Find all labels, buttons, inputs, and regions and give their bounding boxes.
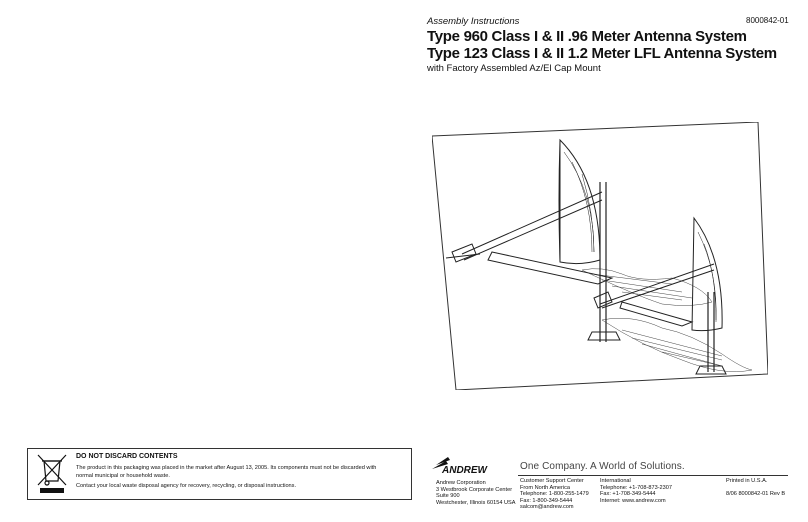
printed-location: Printed in U.S.A. [726, 478, 768, 484]
address-line: 3 Westbrook Corporate Center [436, 486, 513, 493]
andrew-logo [428, 455, 502, 475]
intl-line: Telephone: +1-708-873-2307 [600, 484, 672, 491]
footer-divider [518, 475, 788, 476]
logo-text: ANDREW [442, 465, 487, 475]
print-info [726, 478, 785, 498]
address-line: Suite 900 [436, 493, 460, 500]
intl-line: International [600, 478, 631, 484]
international-contact-info [600, 478, 672, 504]
company-slogan: One Company. A World of Solutions. [520, 461, 685, 472]
support-line: From North America [520, 484, 571, 491]
notice-heading: DO NOT DISCARD CONTENTS [76, 453, 178, 460]
support-line: Fax: 1-800-349-5444 [520, 497, 573, 504]
customer-support-info [520, 478, 589, 511]
company-address [436, 480, 516, 506]
notice-line-1: The product in this packaging was placed in the market after August 13, 2005. Its components must not be discarded with [76, 465, 377, 471]
print-spacer [726, 485, 785, 492]
title-line-1: Type 960 Class I & II .96 Meter Antenna System [427, 28, 747, 45]
support-line: Customer Support Center [520, 478, 584, 484]
notice-line-2: normal municipal or household waste. [76, 473, 170, 479]
support-line: Telephone: 1-800-255-1479 [520, 491, 589, 498]
revision-info: 8/06 8000842-01 Rev B [726, 491, 786, 498]
address-line: Westchester, Illinois 60154 USA [436, 499, 516, 506]
support-email: salcom@andrew.com [520, 504, 574, 511]
title-tagline: with Factory Assembled Az/El Cap Mount [427, 63, 601, 74]
notice-line-3: Contact your local waste disposal agency for recovery, recycling, or disposal instructions. [76, 483, 297, 489]
disposal-notice-box [27, 448, 412, 500]
document-number: 8000842-01 [746, 16, 789, 25]
intl-line: Fax: +1-708-349-5444 [600, 491, 656, 498]
antenna-illustration [432, 122, 768, 390]
address-line: Andrew Corporation [436, 480, 486, 486]
intl-website: Internet: www.andrew.com [600, 497, 666, 504]
document-subtitle: Assembly Instructions [427, 16, 520, 27]
crossed-out-wheelie-bin-icon [34, 453, 70, 495]
title-line-2: Type 123 Class I & II 1.2 Meter LFL Antenna System [427, 45, 777, 62]
